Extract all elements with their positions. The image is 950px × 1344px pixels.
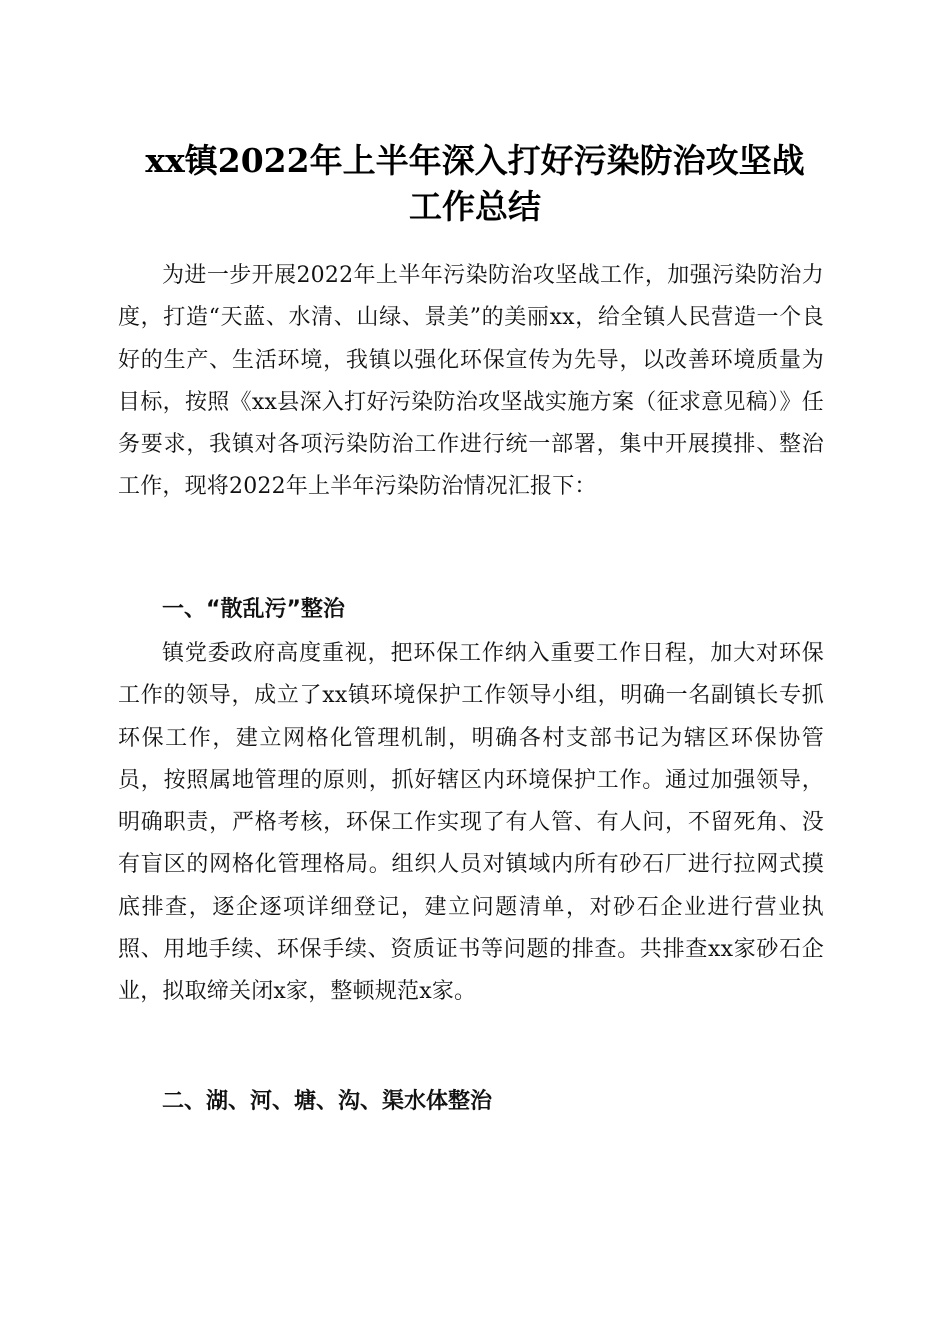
section-heading-1: 一、“散乱污”整治: [162, 597, 345, 622]
document-title-line2: 工作总结: [409, 187, 541, 226]
intro-paragraph: 为进一步开展2022年上半年污染防治攻坚战工作，加强污染防治力度，打造“天蓝、水清、山绿、景美”的美丽xx，给全镇人民营造一个良好的生产、生活环境，我镇以强化环保宣传为先导，以改善环境质量为目标，按照《xx县深入打好污染防治攻坚战实施方案（征求意见稿）》任务要求，我镇对各项污染防治工作进行统一部署，集中开展摸排、整治工作，现将2022年上半年污染防治情况汇报下：: [118, 263, 824, 500]
document-title-line1: xx镇2022年上半年深入打好污染防治攻坚战: [145, 141, 805, 180]
section-1-paragraph: 镇党委政府高度重视，把环保工作纳入重要工作日程，加大对环保工作的领导，成立了xx镇环境保护工作领导小组，明确一名副镇长专抓环保工作，建立网格化管理机制，明确各村支部书记为辖区环保协管员，按照属地管理的原则，抓好辖区内环境保护工作。通过加强领导，明确职责，严格考核，环保工作实现了有人管、有人问，不留死角、没有盲区的网格化管理格局。组织人员对镇域内所有砂石厂进行拉网式摸底排查，逐企逐项详细登记，建立问题清单，对砂石企业进行营业执照、用地手续、环保手续、资质证书等问题的排查。共排查xx家砂石企业，拟取缔关闭x家，整顿规范x家。: [118, 641, 824, 1005]
section-heading-2: 二、湖、河、塘、沟、渠水体整治: [162, 1089, 493, 1114]
